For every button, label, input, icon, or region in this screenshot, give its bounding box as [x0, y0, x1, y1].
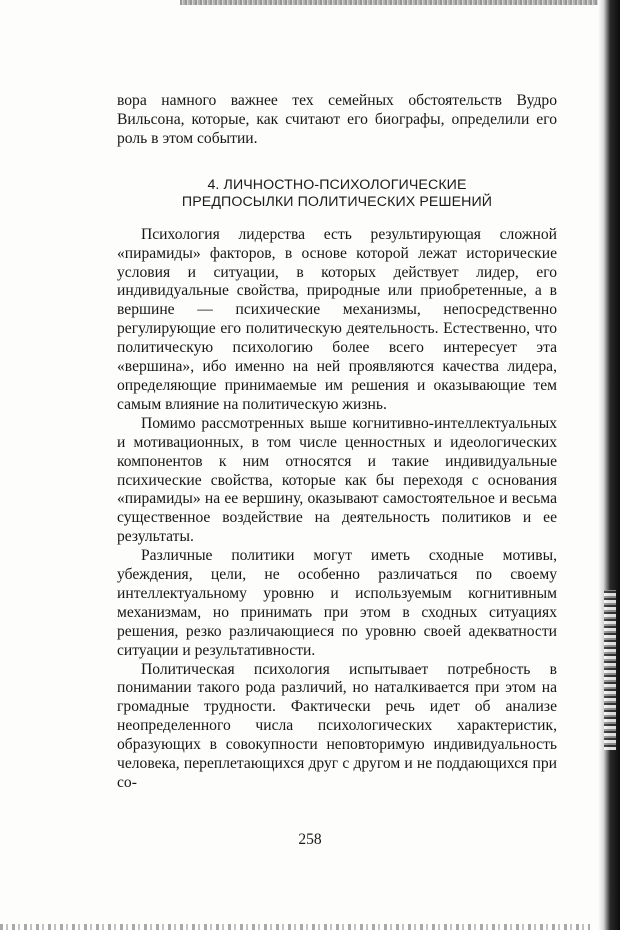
- section-title-line2: ПРЕДПОСЫЛКИ ПОЛИТИЧЕСКИХ РЕШЕНИЙ: [181, 194, 493, 211]
- section-title-line1: ЛИЧНОСТНО-ПСИХОЛОГИЧЕСКИЕ: [223, 176, 467, 193]
- paragraph: Психология лидерства есть результирующая сложной «пирамиды» факторов, в основе которой лежат исторические условия и ситуации, в которых действует лидер, его индивидуальные свойства, природные или приобретенные, а в вершине — психические механизмы, непосредственно регулирующие его политическую деятельность. Естественно, что политическую психологию более всего интересует эта «вершина», ибо именно на ней проявляются качества лидера, определяющие принимаемые им решения и оказывающие тем самым влияние на политическую жизнь.: [117, 225, 557, 413]
- section-heading-line1: [117, 177, 557, 195]
- scan-right-edge: [598, 0, 620, 930]
- scan-bottom-edge: [0, 924, 590, 930]
- scan-top-edge: [180, 0, 610, 5]
- scan-right-edge-noise: [604, 590, 616, 750]
- paragraph-continuation: вора намного важнее тех семейных обстоятельств Вудро Вильсона, которые, как считают его биографы, определили его роль в этом событии.: [117, 92, 557, 147]
- section-heading: [117, 177, 557, 212]
- page-number: 258: [298, 831, 322, 848]
- paragraph: Помимо рассмотренных выше когнитивно-интеллектуальных и мотивационных, в том числе ценностных и идеологических компонентов к ним относятся и такие индивидуальные психические свойства, которые как бы переходя с основания «пирамиды» на ее вершину, оказывают самостоятельное и весьма существенное воздействие на деятельность политиков и ее результаты.: [117, 414, 557, 546]
- paragraph: Политическая психология испытывает потребность в понимании такого рода различий, но наталкивается при этом на громадные трудности. Фактически речь идет об анализе неопределенного числа психологических характеристик, образующих в совокупности неповторимую индивидуальность человека, переплетающихся друг с другом и не поддающихся при со-: [117, 660, 557, 791]
- section-number: 4.: [207, 176, 220, 193]
- text-column: [117, 92, 557, 793]
- paragraph: Различные политики могут иметь сходные мотивы, убеждения, цели, не особенно различаться по своему интеллектуальному уровню и используемым когнитивным механизмам, но принимать при этом в сходных ситуациях решения, резко различающиеся по уровню своей адекватности ситуации и результативности.: [117, 547, 557, 659]
